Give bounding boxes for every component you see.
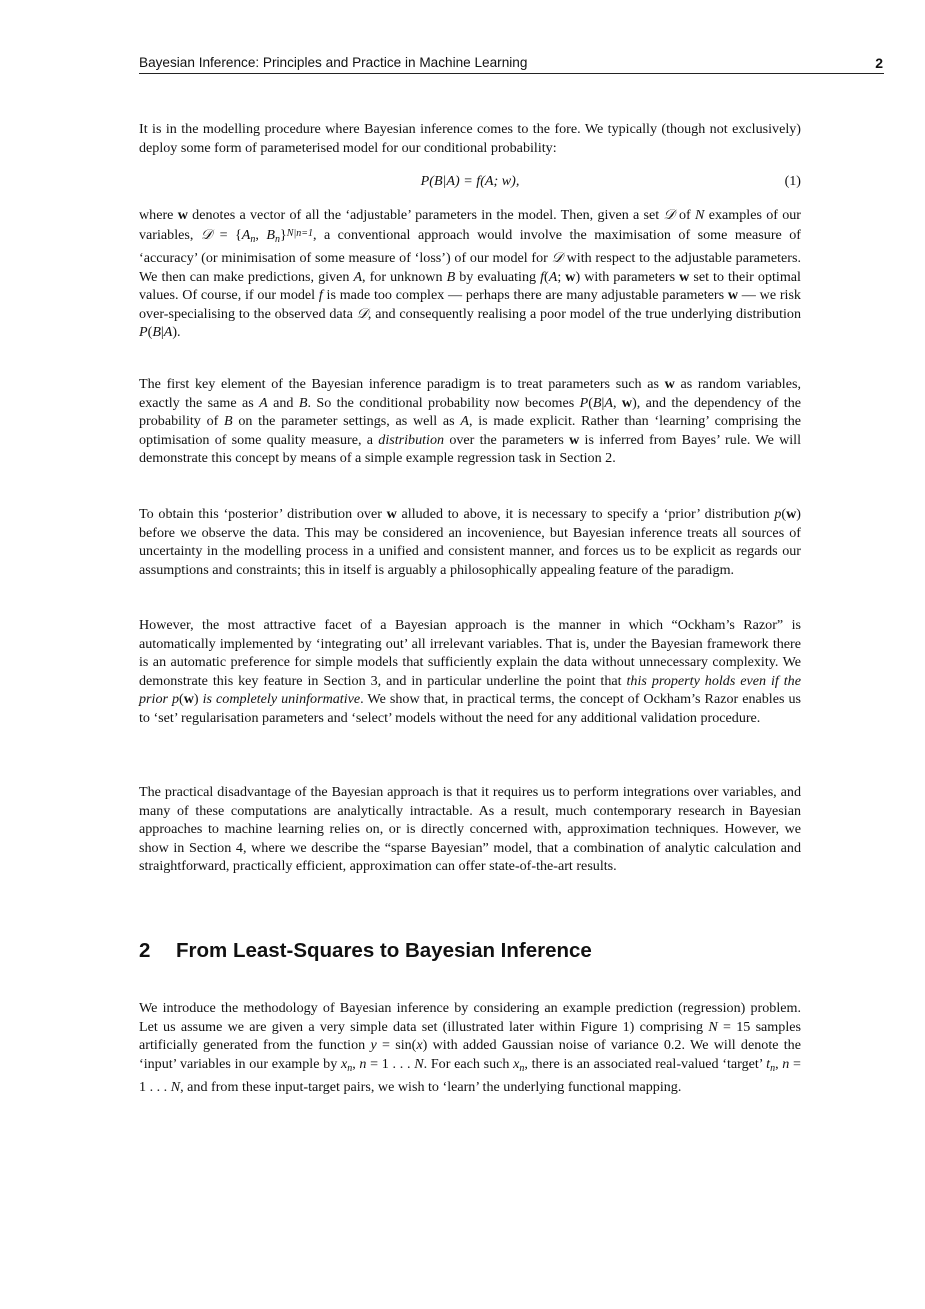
text-segment: ). <box>172 324 181 341</box>
text-segment: n <box>770 1062 776 1074</box>
text-segment: is inferred from Bayes’ rule. We will demonstrate this concept by means of a simple example regression task in Section 2. <box>139 431 802 467</box>
text-segment: ( <box>147 324 153 341</box>
text-segment: N|n=1 <box>286 227 313 239</box>
text-segment: w <box>177 207 188 223</box>
text-segment: n <box>275 233 281 245</box>
text-segment: n <box>250 233 256 245</box>
text-segment: A <box>548 268 558 285</box>
text-segment: n <box>359 1055 367 1072</box>
text-segment: this property holds even if the prior <box>139 672 801 708</box>
section-title: From Least-Squares to Bayesian Inference <box>176 939 592 962</box>
text-segment: A <box>163 324 173 341</box>
text-segment: ; <box>557 268 566 285</box>
text-segment: , <box>612 394 622 411</box>
text-segment: with respect to the adjustable parameters. We then can make predictions, given <box>139 250 802 285</box>
text-segment: , there is an associated real-valued ‘target’ <box>524 1055 767 1072</box>
text-segment: , and consequently realising a poor model of the true underlying distribution <box>367 305 801 322</box>
text-segment: w <box>569 431 580 448</box>
running-header <box>139 55 884 74</box>
text-segment: y <box>370 1037 377 1054</box>
text-segment: w <box>386 506 397 522</box>
text-segment: denotes a vector of all the ‘adjustable’ parameters in the model. Then, given a set <box>187 207 664 223</box>
text-segment: w <box>786 506 797 522</box>
text-segment: , for unknown <box>362 268 447 285</box>
text-segment: P <box>139 324 148 341</box>
text-segment: set to their optimal values. Of course, if our model <box>139 268 801 304</box>
text-segment: 𝒟 <box>663 207 675 223</box>
text-segment: , <box>352 1055 360 1072</box>
text-segment: B <box>298 394 308 411</box>
text-segment: , <box>255 226 267 243</box>
equation-number: (1) <box>784 173 801 189</box>
text-segment: w <box>565 268 576 285</box>
section-number: 2 <box>139 939 151 962</box>
paragraph-6 <box>139 783 801 876</box>
text-segment: distribution <box>378 431 445 448</box>
text-segment: — we risk over-specialising to the observed data <box>139 287 801 322</box>
text-segment: A <box>353 268 363 285</box>
text-segment: 𝒟 <box>551 250 563 267</box>
text-segment: It is in the modelling procedure where Bayesian inference comes to the fore. We typically (though not exclusively) deploy some form of parameterised model for our conditional probability: <box>139 121 801 156</box>
text-segment: , is made explicit. Rather than ‘learning’ comprising the optimisation of some quality measure, a <box>139 413 802 448</box>
text-segment: over the parameters <box>444 431 570 448</box>
text-segment: of <box>674 207 696 223</box>
text-segment: p <box>171 691 180 708</box>
text-segment: x <box>513 1055 520 1072</box>
text-segment: f <box>540 268 545 285</box>
running-header-title: Bayesian Inference: Principles and Practice in Machine Learning <box>139 55 528 70</box>
text-segment: x <box>416 1037 423 1054</box>
text-segment: , and from these input-target pairs, we wish to ‘learn’ the underlying functional mapping. <box>180 1079 682 1096</box>
text-segment: w <box>183 691 194 708</box>
text-segment: = 1 . . . <box>366 1055 415 1072</box>
text-segment: ), and the dependency of the probability of <box>139 394 802 430</box>
text-segment: . So the conditional probability now becomes <box>307 394 580 411</box>
text-segment: A <box>460 413 470 430</box>
paragraph-4 <box>139 505 801 579</box>
text-segment: , a conventional approach would involve the maximisation of some measure of ‘accuracy’ (or minimisation of some measure of ‘loss’) of our model for <box>139 226 802 267</box>
text-segment: ( <box>179 691 184 708</box>
text-segment: . For each such <box>423 1055 514 1072</box>
text-segment: ) before we observe the data. This may be considered an incovenience, but Bayesian inference treats all sources of uncertainty in the modelling process in a unified and consistent manner, and forces us to be explicit as regards our assumptions and constraints; this in itself is arguably a philosophically appealing feature of the paradigm. <box>139 506 801 578</box>
text-segment: n <box>347 1062 353 1074</box>
page-number: 2 <box>875 55 883 71</box>
text-segment: ( <box>588 394 593 411</box>
text-segment: on the parameter settings, as well as <box>232 413 461 430</box>
text-segment: = { <box>212 226 242 243</box>
text-segment: = sin( <box>376 1037 417 1054</box>
text-segment: n <box>782 1055 790 1072</box>
text-segment: N <box>170 1079 181 1096</box>
text-segment: ) with parameters <box>575 268 680 285</box>
paragraph-1 <box>139 120 801 157</box>
text-segment: A <box>259 394 268 411</box>
text-segment: B <box>224 413 233 430</box>
text-segment: ) with added Gaussian noise of variance 0.2. We will denote the ‘input’ variables in our example by <box>139 1037 801 1072</box>
text-segment: | <box>601 394 605 411</box>
text-segment: ( <box>544 268 549 285</box>
text-segment: , <box>775 1055 783 1072</box>
text-segment: The first key element of the Bayesian inference paradigm is to treat parameters such as <box>139 376 665 392</box>
text-segment: = 15 samples artificially generated from the function <box>139 1018 801 1054</box>
text-segment: w <box>727 287 739 304</box>
text-segment: We introduce the methodology of Bayesian inference by considering an example prediction (regression) problem. Let us assume we are given a very simple data set (illustrated later within Figure 1) comprising <box>139 1000 801 1035</box>
text-segment: where <box>139 207 178 223</box>
text-segment: N <box>708 1018 718 1035</box>
text-segment: t <box>766 1055 771 1072</box>
text-segment: = 1 . . . <box>139 1055 801 1096</box>
paragraph-7 <box>139 999 801 1097</box>
text-segment: examples of our variables, <box>139 207 802 243</box>
text-segment: w <box>679 268 690 285</box>
text-segment: p <box>774 506 782 522</box>
text-segment: as random variables, exactly the same as <box>139 376 801 411</box>
text-segment: 𝒟 <box>356 305 368 322</box>
equation-text: P(B|A) = f(A; w), <box>420 173 520 189</box>
text-segment: } <box>280 226 287 243</box>
section-heading <box>139 939 592 963</box>
text-segment: 𝒟 <box>200 226 213 243</box>
text-segment: N <box>695 207 705 223</box>
paragraph-5 <box>139 616 801 727</box>
text-segment: The practical disadvantage of the Bayesian approach is that it requires us to perform integrations over variables, and many of these computations are analytically intractable. As a result, much contemporary research in Bayesian approaches to machine learning relies on, or is directly concerned with, approximation techniques. However, we show in Section 4, where we describe the “sparse Bayesian” model, that a combination of analytic calculation and straightforward, practically efficient, approximation can offer state-of-the-art results. <box>139 784 801 875</box>
paragraph-2 <box>139 206 801 342</box>
text-segment: w <box>621 394 633 411</box>
paragraph-3 <box>139 375 801 468</box>
text-segment: N <box>414 1055 424 1072</box>
text-segment: is completely uninformative <box>202 691 361 708</box>
text-segment: However, the most attractive facet of a Bayesian approach is the manner in which “Ockham’s Razor” is automatically implemented by ‘integrating out’ all irrelevant variables. That is, under the Bayesian framework there is an automatic preference for simple models that sufficiently explain the data without unnecessary complexity. We demonstrate this key feature in Section 3, and in particular underline the point that <box>139 617 801 689</box>
text-segment: To obtain this ‘posterior’ distribution over <box>139 506 387 522</box>
text-segment: ) <box>193 691 203 708</box>
text-segment: w <box>664 376 675 392</box>
text-segment: A <box>604 394 613 411</box>
text-segment: P <box>579 394 589 411</box>
text-segment: B <box>266 226 276 243</box>
text-segment: B <box>592 394 602 411</box>
text-segment: A <box>241 226 251 243</box>
text-segment: | <box>160 324 164 341</box>
text-segment: f <box>318 287 323 304</box>
text-segment: ( <box>781 506 787 522</box>
text-segment: x <box>340 1055 348 1072</box>
text-segment: B <box>446 268 456 285</box>
text-segment: and <box>267 394 299 411</box>
text-segment: is made too complex — perhaps there are many adjustable parameters <box>322 287 728 304</box>
text-segment: by evaluating <box>455 268 541 285</box>
text-segment: n <box>519 1062 525 1074</box>
text-segment: B <box>152 324 161 341</box>
equation-1 <box>139 173 801 193</box>
text-segment: . We show that, in practical terms, the concept of Ockham’s Razor enables us to ‘set’ regularisation parameters and ‘select’ models without the need for any additional validation procedure. <box>139 691 801 726</box>
text-segment: alluded to above, it is necessary to specify a ‘prior’ distribution <box>396 506 775 522</box>
